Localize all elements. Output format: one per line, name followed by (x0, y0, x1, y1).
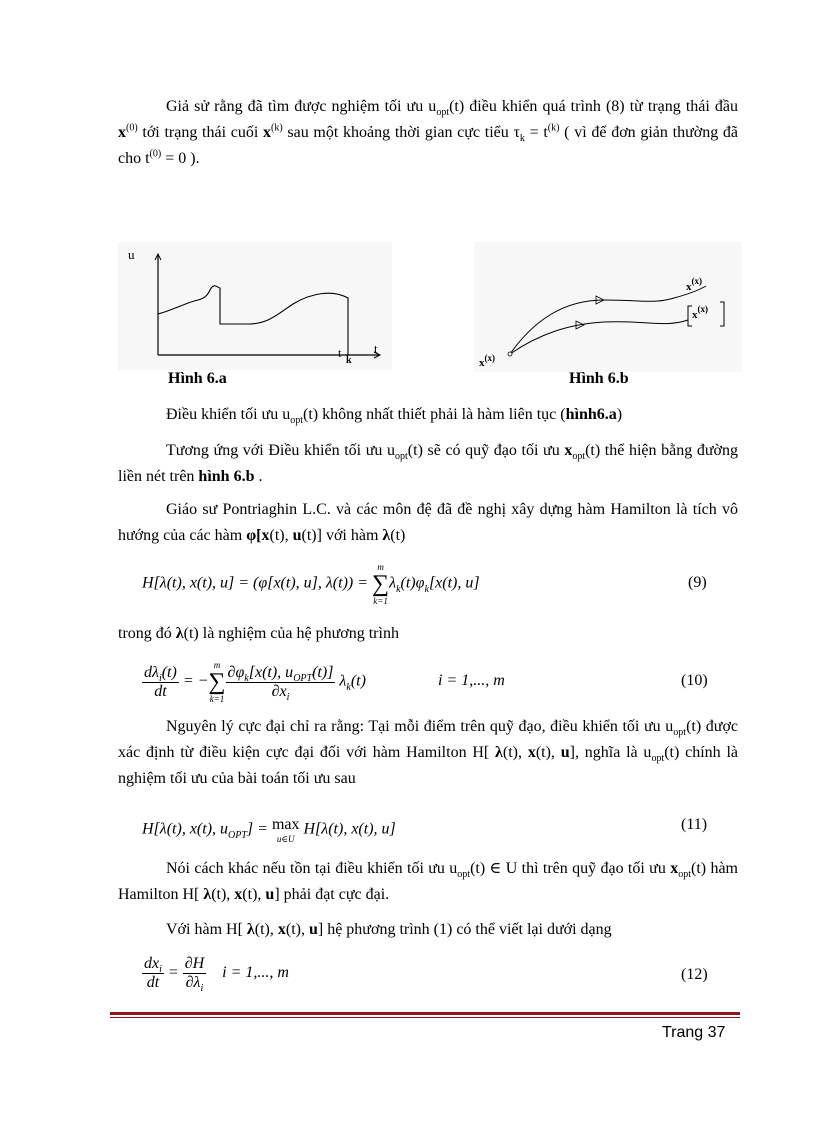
superscript: (0) (149, 148, 162, 160)
lambda-symbol: λ (382, 527, 391, 544)
equation-11 (142, 816, 396, 844)
eq-lhs: ] = (246, 820, 272, 838)
paragraph-rewrite (118, 917, 738, 943)
figure-6b (474, 242, 742, 372)
text: (t), (269, 527, 293, 544)
fraction-partial: $\frac{\partial\varphi_k[x(t), u_{OPT}(t)]}{\partial x_i}$ (227, 663, 334, 703)
equation-10 (142, 660, 366, 704)
subscript: k (346, 681, 351, 693)
paragraph-hamilton (118, 497, 738, 549)
lambda-symbol: λ (495, 744, 503, 761)
vector-u: u (560, 744, 570, 761)
text: ( vì để đơn giản thường đã cho t (118, 124, 739, 167)
figure-reference: hình 6.b (198, 468, 255, 485)
figure-reference: hình6.a (565, 406, 617, 423)
text: (t) ∈ U thì trên quỹ đạo tối ưu (470, 860, 671, 877)
text: (t) sẽ có quỹ đạo tối ưu (407, 442, 565, 459)
vector-u: u (308, 921, 318, 938)
text: ) (616, 406, 623, 423)
superscript: (0) (126, 122, 138, 134)
text: (t) (390, 527, 406, 544)
equals-minus: = − (178, 672, 209, 690)
equation-number-12: (12) (681, 966, 708, 983)
text: Điều khiển tối ưu u (166, 406, 291, 423)
text: (t) không nhất thiết phải là hàm liên tục ( (303, 406, 566, 423)
page-number: Trang 37 (662, 1024, 726, 1041)
text: (t) thể hiện bằng đường liền nét trên (118, 442, 738, 485)
text: = t (524, 124, 548, 141)
text: Nguyên lý cực đại chỉ ra rằng: Tại mỗi điểm trên quỹ đạo, điều khiển tối ưu u (166, 718, 674, 735)
subscript: opt (395, 451, 408, 463)
start-label: $x^{(x)}$ (479, 353, 495, 369)
summation: m ∑ k=1 (208, 660, 226, 704)
subscript: opt (457, 869, 471, 881)
text: (t), (211, 886, 235, 903)
text: (t) chính là nghiệm tối ưu của bài toán tối ưu sau (118, 744, 739, 787)
vector-x: x (670, 860, 679, 877)
subscript: opt (651, 753, 665, 765)
text: ], nghĩa là u (569, 744, 652, 761)
max-operator: max u∈U (271, 816, 300, 844)
text: (t), (254, 921, 278, 938)
text: trong đó (118, 625, 176, 642)
text: (t) được xác định từ điều kiện cực đại đối với hàm Hamilton H[ (118, 718, 739, 761)
text: sau một khoảng thời gian cực tiểu τ (282, 124, 520, 141)
subscript: k (519, 133, 525, 145)
lambda-symbol: λ (175, 625, 184, 642)
text: Giáo sư Pontriaghin L.C. và các môn đệ đã đề nghị xây dựng hàm Hamilton là tích vô hướng của các hàm (118, 501, 738, 544)
subscript: opt (436, 107, 450, 119)
text: (t), (502, 744, 528, 761)
paragraph-continuity (118, 402, 738, 428)
fraction-dlambda-dt: $\frac{d\lambda_i(t)}{dt}$ (144, 663, 177, 700)
vector-u: u (265, 886, 275, 903)
eq-rhs: H[λ(t), x(t), u] (299, 820, 396, 838)
text: (t) hàm Hamilton H[ (118, 860, 739, 903)
subscript: opt (678, 869, 691, 881)
text: tới trạng thái cuối (137, 124, 263, 141)
paragraph-maximum-principle (118, 714, 738, 792)
sum-lower: k=1 (373, 596, 388, 606)
text: = 0 ). (161, 150, 200, 167)
paragraph-intro (118, 94, 738, 172)
subscript: opt (673, 727, 687, 739)
text: Tương ứng với Điều khiển tối ưu u (166, 442, 396, 459)
eq-tail: λ (339, 672, 347, 690)
superscript: (k) (547, 122, 560, 134)
subscript: opt (290, 415, 303, 427)
paragraph-trajectory (118, 438, 738, 490)
paragraph-optimal-condition (118, 856, 738, 908)
t-axis-label: t (374, 341, 378, 356)
text: . (254, 468, 263, 485)
equation-9 (142, 562, 480, 606)
caption-figure-6a: Hình 6.a (168, 370, 227, 387)
vector-x: x (527, 744, 536, 761)
text: Giả sử rằng đã tìm được nghiệm tối ưu u (166, 98, 437, 115)
lambda-symbol: λ (203, 886, 212, 903)
end-label-lower: $x^{(x)}$ (692, 304, 708, 321)
text: (t)] với hàm (301, 527, 383, 544)
equation-10-range: i = 1,..., m (438, 672, 505, 689)
eq-lhs: H[λ(t), x(t), u] = (φ[x(t), u], λ(t)) = (142, 574, 373, 592)
text: Nói cách khác nếu tồn tại điều khiển tối ưu u (166, 860, 458, 877)
eq-tail: (t) (350, 672, 366, 690)
equation-number-9: (9) (688, 574, 707, 591)
sum-upper: m (377, 562, 384, 572)
u-axis-label: u (128, 247, 135, 262)
text: (t) điều khiển quá trình (8) từ trạng thái đầu (449, 98, 739, 115)
text: (t) là nghiệm của hệ phương trình (183, 625, 399, 642)
vector-x: x (277, 921, 286, 938)
text: (t), (285, 921, 309, 938)
vector-x: x (118, 124, 126, 141)
fraction-partial-h: $\frac{\partial H}{\partial\lambda_i}$ (184, 955, 205, 995)
figure-6a (118, 242, 392, 370)
tk-label: t (338, 346, 342, 360)
text: ] phải đạt cực đại. (274, 886, 390, 903)
end-label-upper: $x^{(x)}$ (686, 276, 702, 293)
subscript: k (396, 583, 401, 595)
equation-12: $\frac{dx_i}{dt}$ = $\frac{\partial H}{\partial\lambda_i}$ i = 1,..., m (144, 955, 289, 995)
subscript: opt (572, 451, 586, 463)
caption-figure-6b: Hình 6.b (569, 370, 629, 387)
subscript: k (424, 583, 429, 595)
text: Với hàm H[ (166, 921, 247, 938)
equation-12-range: i = 1,..., m (222, 964, 289, 982)
vector-u: u (292, 527, 302, 544)
subscript: OPT (228, 829, 247, 841)
eq-rhs: (t)φ (400, 574, 425, 592)
vector-x: x (263, 124, 271, 141)
lambda-symbol: λ (246, 921, 255, 938)
superscript: (k) (271, 122, 283, 134)
fraction-dx-dt: $\frac{dx_i}{dt}$ (144, 955, 162, 991)
start-point (508, 352, 512, 356)
vector-x: x (564, 442, 573, 459)
text: (t), (535, 744, 561, 761)
vector-x: x (234, 886, 243, 903)
text: (t), (242, 886, 266, 903)
summation: m ∑ k=1 (372, 562, 390, 606)
phi-symbol: φ[x (246, 527, 270, 544)
paragraph-lambda (118, 621, 738, 647)
tk-subscript: k (346, 355, 352, 366)
footer-rule (110, 1012, 740, 1015)
footer-rule-thin (110, 1017, 740, 1018)
eq-rhs: [x(t), u] (428, 574, 480, 592)
text: ] hệ phương trình (1) có thể viết lại dưới dạng (317, 921, 612, 938)
eq-rhs: λ (389, 574, 397, 592)
eq-lhs: H[λ(t), x(t), u (142, 820, 229, 838)
equation-number-11: (11) (681, 816, 708, 833)
equation-number-10: (10) (681, 672, 708, 689)
